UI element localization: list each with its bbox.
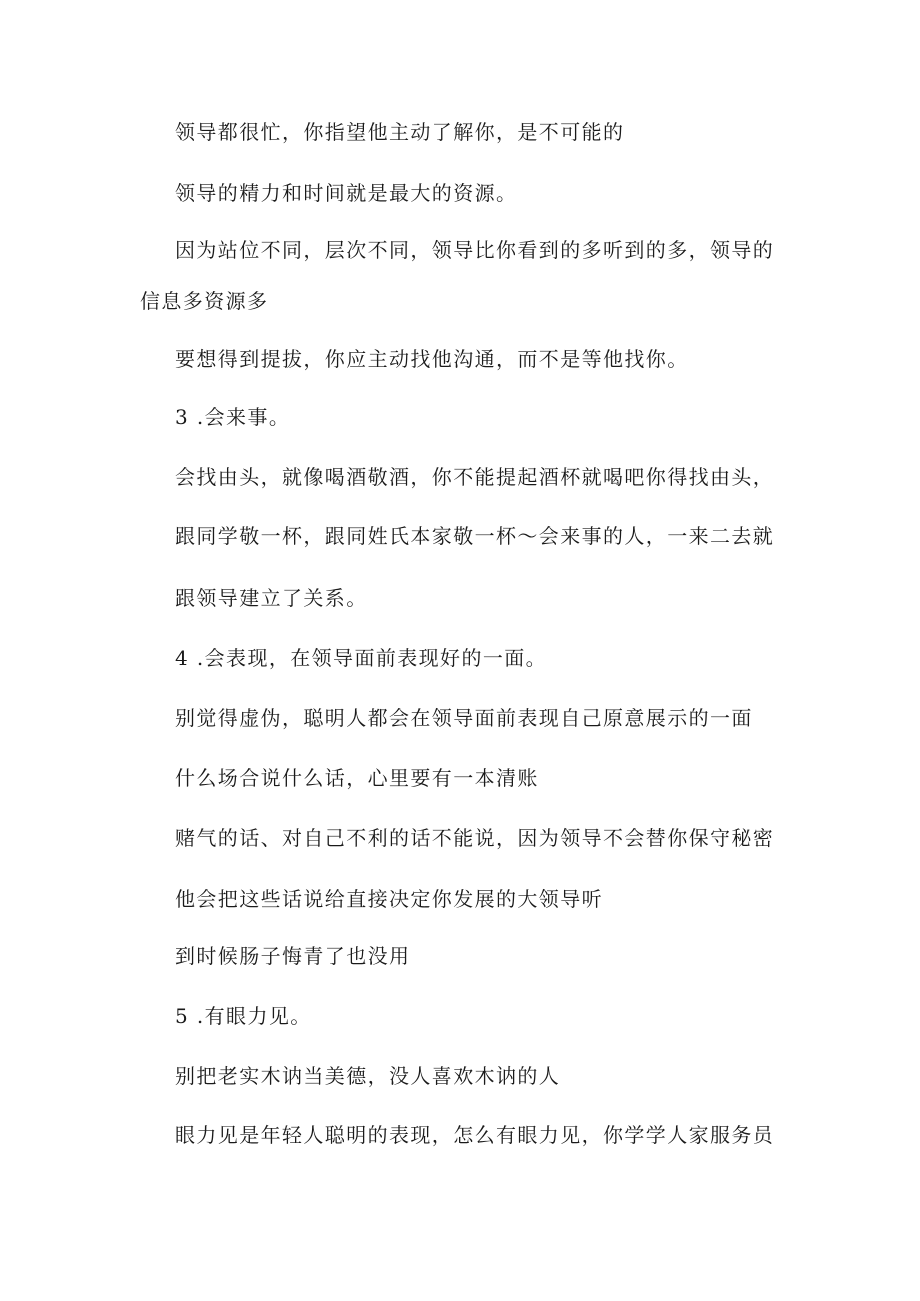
paragraph-line: 跟同学敬一杯，跟同姓氏本家敬一杯～会来事的人，一来二去就 — [175, 524, 775, 548]
paragraph-line: 领导的精力和时间就是最大的资源。 — [175, 181, 518, 205]
section-heading: 5 .有眼力见。 — [175, 1004, 312, 1028]
paragraph-line: 别把老实木讷当美德，没人喜欢木讷的人 — [175, 1064, 561, 1088]
paragraph-line: 跟领导建立了关系。 — [175, 586, 368, 610]
paragraph-line: 会找由头，就像喝酒敬酒，你不能提起酒杯就喝吧你得找由头， — [175, 465, 775, 489]
paragraph-line: 他会把这些话说给直接决定你发展的大领导听 — [175, 887, 603, 911]
paragraph-line: 赌气的话、对自己不利的话不能说，因为领导不会替你保守秘密 — [175, 826, 775, 850]
paragraph-line: 眼力见是年轻人聪明的表现，怎么有眼力见，你学学人家服务员 — [175, 1123, 775, 1147]
section-heading: 3 .会来事。 — [175, 405, 291, 429]
paragraph-line: 信息多资源多 — [140, 289, 269, 313]
paragraph-line: 到时候肠子悔青了也没用 — [175, 944, 411, 968]
paragraph-line: 领导都很忙，你指望他主动了解你，是不可能的 — [175, 120, 625, 144]
section-heading: 4 .会表现，在领导面前表现好的一面。 — [175, 646, 548, 670]
paragraph-line: 什么场合说什么话，心里要有一本清账 — [175, 766, 539, 790]
paragraph-line: 别觉得虚伪，聪明人都会在领导面前表现自己原意展示的一面 — [175, 706, 753, 730]
paragraph-line: 因为站位不同，层次不同，领导比你看到的多听到的多，领导的 — [175, 238, 775, 262]
paragraph-line: 要想得到提拔，你应主动找他沟通，而不是等他找你。 — [175, 347, 689, 371]
